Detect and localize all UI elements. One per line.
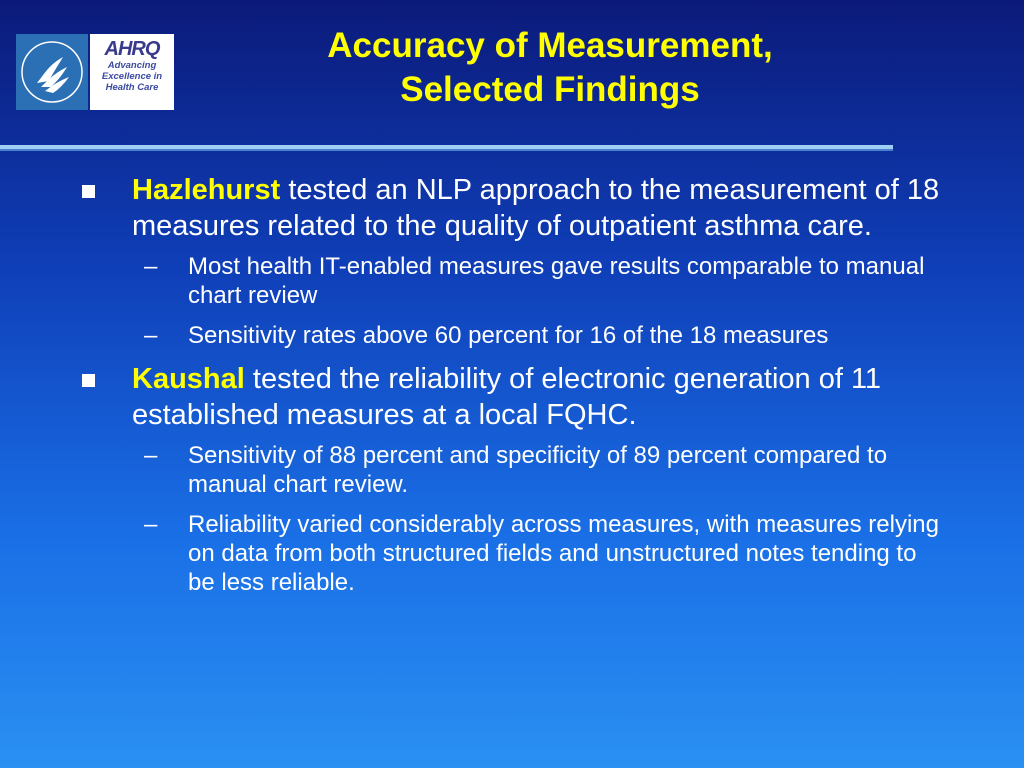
hhs-seal-logo [16,34,88,110]
bullet-hazlehurst [82,172,942,244]
square-bullet-icon [82,185,95,198]
sub-bullet-text: Most health IT-enabled measures gave results comparable to manual chart review [188,253,925,309]
author-name: Kaushal [132,363,245,395]
bullet-text: tested the reliability of electronic generation of 11 established measures at a local FQHC. [132,363,882,431]
author-name: Hazlehurst [132,174,281,206]
sub-bullet [82,510,942,597]
dash-bullet-icon: – [144,253,158,280]
slide-body [82,172,942,608]
title-line-1: Accuracy of Measurement, [327,26,773,65]
bullet-text: tested an NLP approach to the measurement of 18 measures related to the quality of outpatient asthma care. [132,174,940,242]
ahrq-logo [90,34,174,110]
square-bullet-icon [82,374,95,387]
dash-bullet-icon: – [144,322,158,349]
dash-bullet-icon: – [144,442,158,469]
logo-group [16,34,174,110]
title-line-2: Selected Findings [400,70,700,109]
sub-bullet [82,252,942,310]
sub-bullet [82,441,942,499]
slide-title [200,24,900,112]
ahrq-wordmark: AHRQ [104,38,160,60]
title-divider [0,145,893,151]
dash-bullet-icon: – [144,511,158,538]
sub-bullet-text: Sensitivity rates above 60 percent for 16 of the 18 measures [188,322,829,349]
eagle-icon [19,37,85,107]
sub-bullet [82,321,942,350]
sub-bullet-text: Reliability varied considerably across measures, with measures relying on data from both structured fields and unstructured notes tending to be less reliable. [188,511,939,596]
sub-bullet-text: Sensitivity of 88 percent and specificity of 89 percent compared to manual chart review. [188,442,888,498]
ahrq-tagline: Advancing Excellence in Health Care [101,60,163,93]
bullet-kaushal [82,361,942,433]
